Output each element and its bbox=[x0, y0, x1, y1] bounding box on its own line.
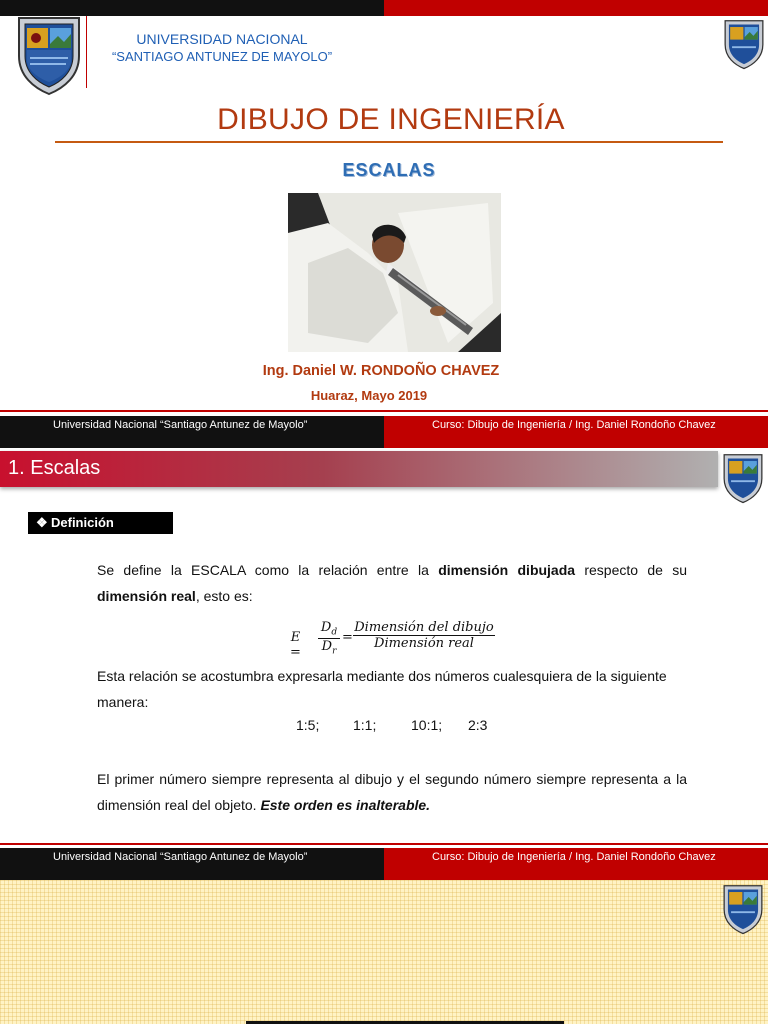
top-bar-red bbox=[384, 0, 768, 16]
university-shield-logo-right bbox=[722, 16, 766, 72]
ratio-4: 2:3 bbox=[468, 717, 488, 733]
formula-equals: = bbox=[342, 630, 353, 645]
place-date: Huaraz, Mayo 2019 bbox=[310, 388, 428, 403]
para1-text-e: , esto es: bbox=[195, 588, 253, 604]
footer-course: Curso: Dibujo de Ingeniería / Ing. Daniel Rondoño Chavez bbox=[432, 419, 716, 431]
footer2-university: Universidad Nacional “Santiago Antunez de Mayolo” bbox=[53, 851, 308, 863]
next-slide-background bbox=[0, 880, 768, 1024]
university-shield-logo-section bbox=[721, 450, 765, 506]
ratio-2: 1:1; bbox=[353, 717, 377, 733]
topic-subtitle: ESCALAS bbox=[342, 160, 436, 180]
ratio-3: 10:1; bbox=[411, 717, 443, 733]
definition-label: Definición bbox=[51, 515, 114, 530]
title-underline bbox=[55, 141, 723, 143]
formula-num1: $D_d$ bbox=[318, 620, 340, 639]
formula-den1: $D_r$ bbox=[321, 638, 337, 657]
definition-paragraph bbox=[97, 557, 687, 609]
para3-emphasis: Este orden es inalterable. bbox=[260, 797, 431, 813]
university-shield-logo bbox=[14, 14, 84, 96]
formula-den2: Dimensión real bbox=[374, 636, 474, 651]
definition-label-box bbox=[28, 512, 173, 534]
formula-fraction-2 bbox=[353, 620, 495, 651]
footer2-course: Curso: Dibujo de Ingeniería / Ing. Daniel Rondoño Chavez bbox=[432, 851, 716, 863]
ratio-1: 1:5; bbox=[296, 717, 320, 733]
section-header-bar bbox=[0, 451, 718, 487]
order-paragraph bbox=[97, 766, 687, 818]
section-title: 1. Escalas bbox=[8, 457, 101, 479]
para1-text-c: respecto de su bbox=[575, 562, 687, 578]
university-line1: UNIVERSIDAD NACIONAL bbox=[136, 31, 308, 47]
formula-num2: Dimensión del dibujo bbox=[354, 620, 494, 635]
para1-bold-drawn: dimensión dibujada bbox=[438, 562, 576, 578]
expression-paragraph: Esta relación se acostumbra expresarla mediante dos números cualesquiera de la siguiente manera: bbox=[97, 668, 667, 710]
university-shield-logo-slide3 bbox=[721, 881, 765, 937]
para1-bold-real: dimensión real bbox=[97, 588, 196, 604]
author-name: Ing. Daniel W. RONDOÑO CHAVEZ bbox=[262, 363, 500, 379]
footer2-top-rule bbox=[0, 843, 768, 845]
para3-text: El primer número siempre representa al dibujo y el segundo número siempre representa a la dimensión real del objeto. bbox=[97, 771, 687, 813]
university-name bbox=[92, 31, 352, 65]
formula-fraction-1 bbox=[318, 620, 340, 656]
university-line2: “SANTIAGO ANTUNEZ DE MAYOLO” bbox=[111, 49, 333, 64]
footer-university: Universidad Nacional “Santiago Antunez de Mayolo” bbox=[53, 419, 308, 431]
course-title: DIBUJO DE INGENIERÍA bbox=[217, 103, 565, 136]
para1-text-a: Se define la ESCALA como la relación entre la bbox=[97, 562, 439, 578]
formula-lhs: E = bbox=[290, 630, 301, 660]
diamond-bullet-icon: ❖ bbox=[36, 515, 48, 530]
drafting-photo bbox=[288, 193, 501, 352]
footer-top-rule bbox=[0, 410, 768, 412]
header-divider bbox=[86, 16, 87, 88]
